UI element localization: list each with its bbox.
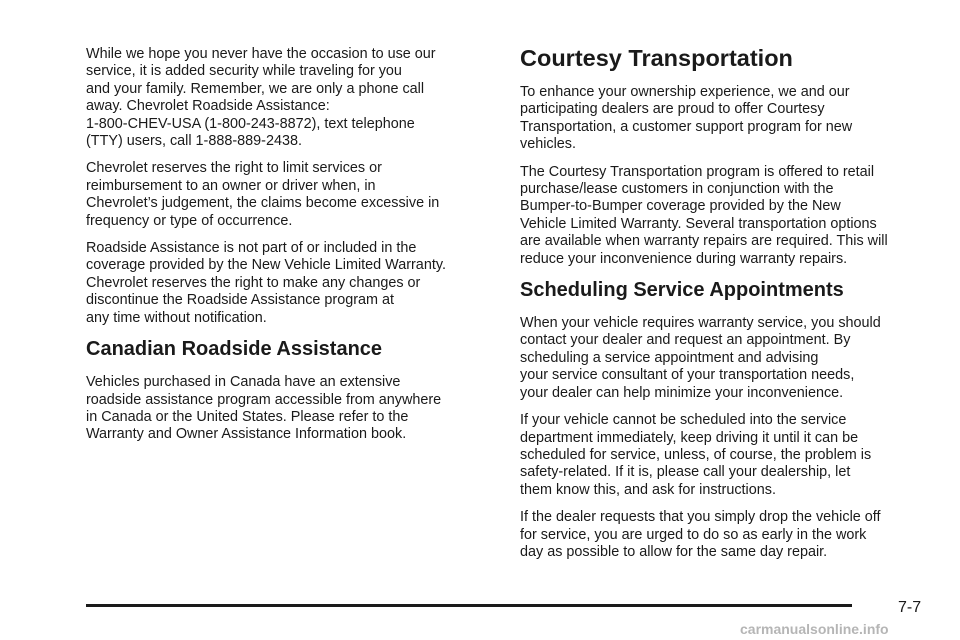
paragraph-request-appointment: When your vehicle requires warranty service, you should contact your dealer and request an appointment. By scheduling a service appointment and advising your service consultant of your transportation needs, your dealer can help minimize your inconvenience.: [520, 315, 881, 401]
paragraph-courtesy-program: The Courtesy Transportation program is offered to retail purchase/lease customers in conjunction with the Bumper-to-Bumper coverage provided by the New Vehicle Limited Warranty. Several transportation options are available when warranty repairs are required. This will reduce your inconvenience during warranty repairs.: [520, 163, 888, 267]
heading-scheduling-service-appointments: Scheduling Service Appointments: [520, 279, 844, 302]
page-number: 7-7: [898, 599, 922, 616]
paragraph-keep-driving: If your vehicle cannot be scheduled into the service department immediately, keep driving it until it can be scheduled for service, unless, of course, the problem is safety-related. If it is, please call your dealership, let them know this, and ask for instructions.: [520, 412, 872, 498]
paragraph-canadian-program: Vehicles purchased in Canada have an extensive roadside assistance program accessible from anywhere in Canada or the United States. Please refer to the Warranty and Owner Assistance Information book.: [86, 374, 442, 443]
heading-courtesy-transportation: Courtesy Transportation: [520, 45, 793, 71]
paragraph-drop-off: If the dealer requests that you simply drop the vehicle off for service, you are urged to do so as early in the work day as possible to allow for the same day repair.: [520, 509, 881, 560]
watermark: carmanualsonline.info: [740, 621, 889, 637]
right-column: [520, 44, 930, 571]
paragraph-service-security: While we hope you never have the occasion to use our service, it is added security while traveling for you and your family. Remember, we are only a phone call away. Chevrolet Roadside Assistance: 1-800-CHEV-USA (1-800-243-8872), text telephone (TTY) users, call 1-888-889-2438.: [86, 46, 436, 150]
left-column: [86, 46, 496, 454]
paragraph-warranty-note: Roadside Assistance is not part of or included in the coverage provided by the New Vehicle Limited Warranty. Chevrolet reserves the right to make any changes or discontinue the Roadside Assistance program at any time without notification.: [86, 240, 446, 326]
paragraph-ownership-experience: To enhance your ownership experience, we and our participating dealers are proud to offer Courtesy Transportation, a customer support program for new vehicles.: [520, 84, 853, 153]
footer-rule: [86, 604, 852, 607]
paragraph-limit-services: Chevrolet reserves the right to limit services or reimbursement to an owner or driver when, in Chevrolet’s judgement, the claims become excessive in frequency or type of occurrence.: [86, 160, 440, 229]
heading-canadian-roadside-assistance: Canadian Roadside Assistance: [86, 338, 383, 361]
